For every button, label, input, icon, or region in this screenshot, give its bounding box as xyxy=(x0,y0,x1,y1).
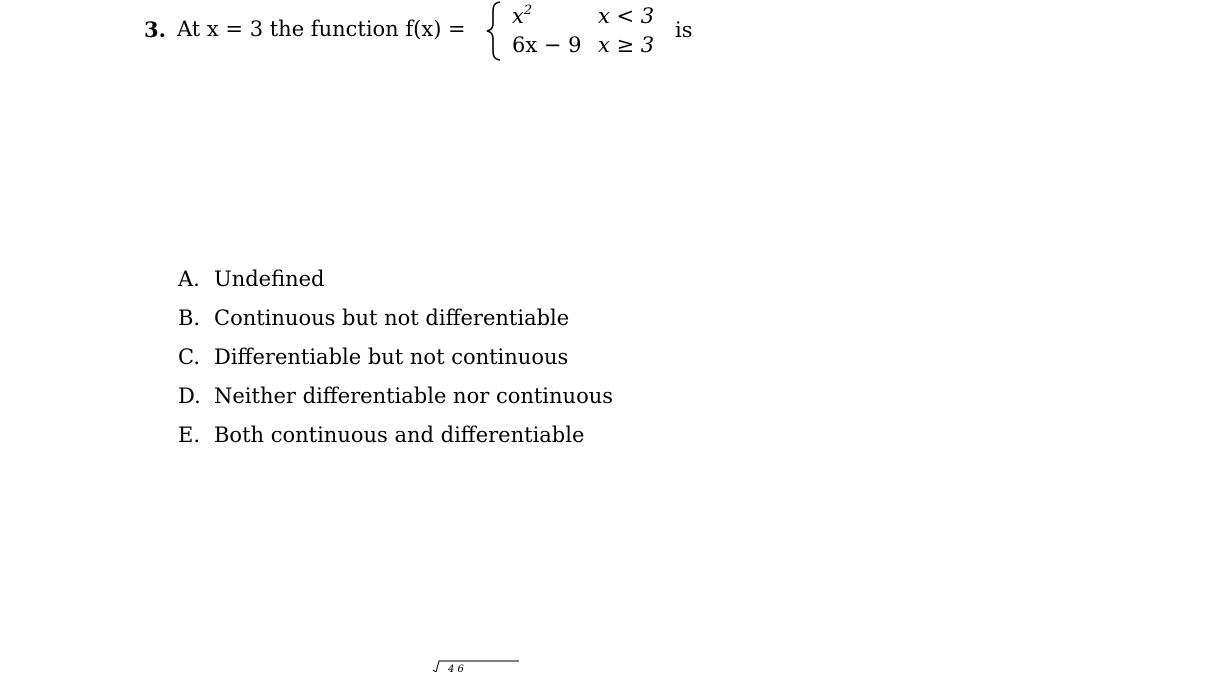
choice-a-letter: A. xyxy=(178,267,200,291)
choice-b-letter: B. xyxy=(178,306,201,330)
next-question-radical xyxy=(431,660,519,672)
question-stem xyxy=(144,0,844,64)
question-lead-text: At x = 3 the function f(x) = xyxy=(177,17,466,41)
next-question-fragment: 4 6 xyxy=(448,664,464,675)
choice-b-text: Continuous but not differentiable xyxy=(214,306,570,330)
question-tail-text: is xyxy=(675,18,693,42)
case-1-base: x xyxy=(512,4,524,28)
choice-e-letter: E. xyxy=(178,423,201,447)
question-number: 3. xyxy=(144,17,166,42)
choice-e xyxy=(178,420,613,459)
choice-c xyxy=(178,342,613,381)
piecewise-brace xyxy=(483,0,505,62)
choice-a-text: Undefined xyxy=(214,267,325,291)
choice-d-letter: D. xyxy=(178,384,201,408)
choice-c-letter: C. xyxy=(178,345,200,369)
choice-d xyxy=(178,381,613,420)
case-2-expression: 6x − 9 xyxy=(512,33,582,57)
answer-choices xyxy=(178,264,613,459)
case-1-condition: x < 3 xyxy=(598,4,655,28)
choice-e-text: Both continuous and differentiable xyxy=(214,423,585,447)
choice-d-text: Neither differentiable nor continuous xyxy=(214,384,614,408)
choice-c-text: Differentiable but not continuous xyxy=(214,345,569,369)
choice-b xyxy=(178,303,613,342)
case-1-exponent: 2 xyxy=(523,3,533,18)
case-2-condition: x ≥ 3 xyxy=(598,33,655,57)
choice-a xyxy=(178,264,613,303)
case-1-expression xyxy=(512,4,532,28)
